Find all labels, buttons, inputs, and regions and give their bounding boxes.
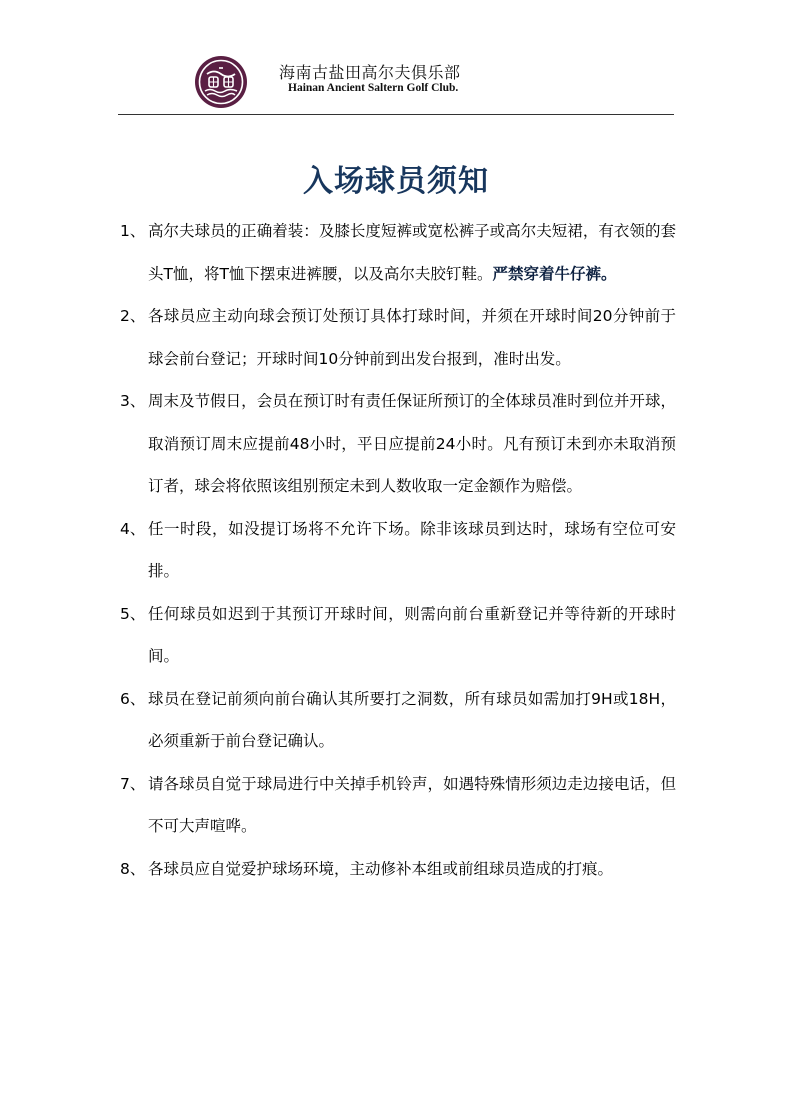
club-seal-logo — [193, 54, 249, 110]
rule-item-3 — [120, 380, 676, 508]
rule-item-7 — [120, 763, 676, 848]
header-divider — [118, 114, 674, 115]
rules-list — [120, 210, 676, 890]
rule-text: 周末及节假日，会员在预订时有责任保证所预订的全体球员准时到位并开球，取消预订周末应提前48小时，平日应提前24小时。凡有预订未到亦未取消预订者，球会将依照该组别预定未到人数收取一定金额作为赔偿。 — [148, 392, 676, 495]
rule-body: 高尔夫球员的正确着装：及膝长度短裤或宽松裤子或高尔夫短裙，有衣领的套头T恤，将T恤下摆束进裤腰，以及高尔夫胶钉鞋。 — [148, 222, 676, 283]
rule-text: 各球员应自觉爱护球场环境，主动修补本组或前组球员造成的打痕。 — [148, 859, 614, 878]
rule-number: 6、 — [120, 689, 146, 708]
rule-number: 4、 — [120, 519, 146, 538]
rule-text: 各球员应主动向球会预订处预订具体打球时间，并须在开球时间20分钟前于球会前台登记；开球时间10分钟前到出发台报到，准时出发。 — [148, 307, 676, 368]
rule-number: 7、 — [120, 774, 146, 793]
rule-text: 任何球员如迟到于其预订开球时间，则需向前台重新登记并等待新的开球时间。 — [148, 604, 676, 665]
rule-text — [148, 210, 676, 295]
rule-text: 请各球员自觉于球局进行中关掉手机铃声，如遇特殊情形须边走边接电话，但不可大声喧哗。 — [148, 774, 676, 835]
rule-number: 2、 — [120, 307, 146, 325]
rule-text: 球员在登记前须向前台确认其所要打之洞数，所有球员如需加打9H或18H，必须重新于前台登记确认。 — [148, 689, 676, 750]
rule-item-4 — [120, 508, 676, 593]
rule-number: 8、 — [120, 859, 146, 878]
club-name-chinese: 海南古盐田高尔夫俱乐部 — [279, 63, 461, 82]
rule-item-8 — [120, 848, 676, 891]
rule-item-1 — [120, 210, 676, 295]
rule-text: 任一时段，如没提订场将不允许下场。除非该球员到达时，球场有空位可安排。 — [148, 519, 676, 580]
rule-emphasis: 严禁穿着牛仔裤。 — [492, 264, 617, 283]
rule-item-6 — [120, 678, 676, 763]
rule-number: 3、 — [120, 392, 146, 410]
club-seal-logo-graphic — [193, 54, 249, 110]
letterhead — [118, 52, 674, 116]
rule-number: 1、 — [120, 222, 146, 240]
club-name-english: Hainan Ancient Saltern Golf Club. — [288, 82, 459, 94]
rule-number: 5、 — [120, 604, 146, 623]
rule-item-2 — [120, 295, 676, 380]
document-title: 入场球员须知 — [303, 164, 489, 199]
rule-item-5 — [120, 593, 676, 678]
